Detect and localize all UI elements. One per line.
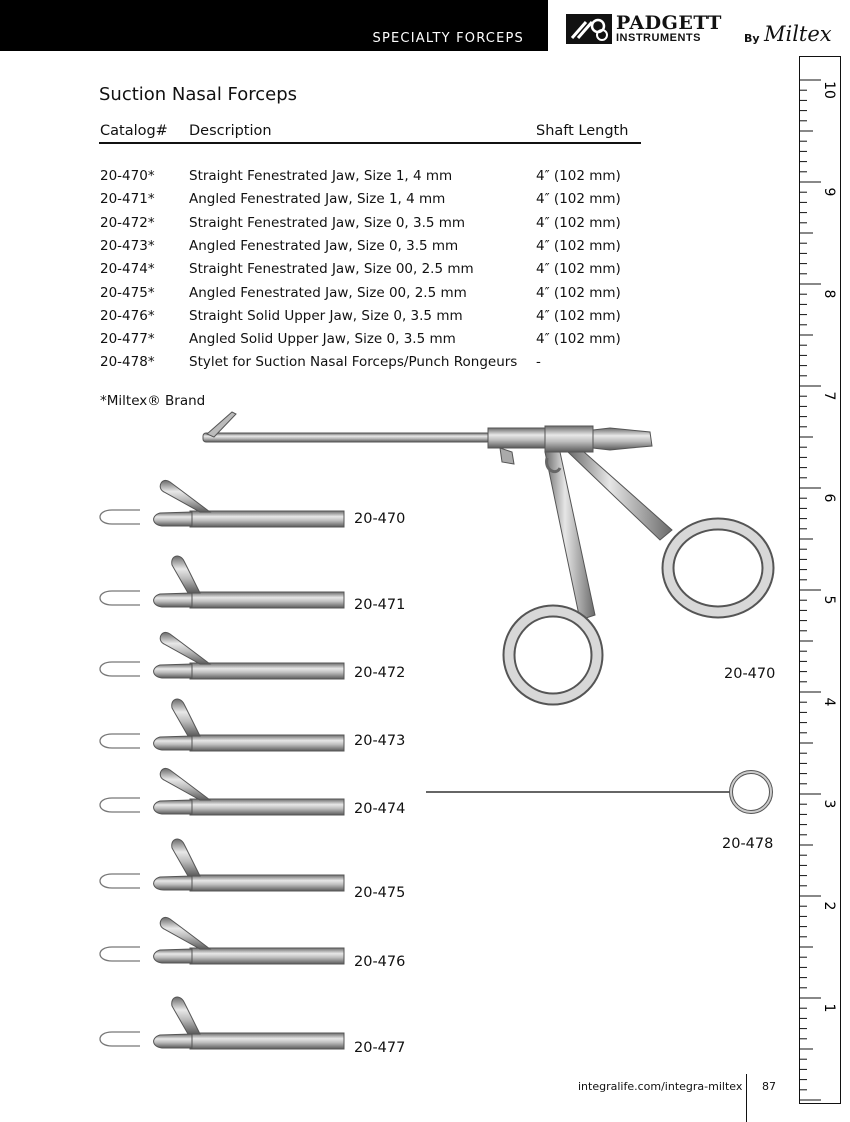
description: Angled Fenestrated Jaw, Size 00, 2.5 mm [189,284,467,301]
brand-name: PADGETT [616,12,722,34]
header-description: Description [189,123,272,139]
tip-label: 20-470 [354,511,406,527]
forceps-full-label: 20-470 [724,666,776,682]
tip-label: 20-475 [354,885,406,901]
description: Stylet for Suction Nasal Forceps/Punch Rongeurs [189,354,518,371]
description: Angled Solid Upper Jaw, Size 0, 3.5 mm [189,331,456,348]
catalog-number: 20-473* [100,237,155,254]
description: Straight Fenestrated Jaw, Size 0, 3.5 mm [189,214,466,231]
ruler-number: 1 [821,1003,837,1013]
brand-by: By [744,32,760,45]
brand-miltex: Miltex [764,22,832,46]
catalog-number: 20-471* [100,191,155,208]
catalog-number: 20-475* [100,284,155,301]
catalog-number: 20-470* [100,168,155,184]
tip-label: 20-476 [354,954,406,970]
tip-label: 20-471 [354,597,406,613]
ruler-number: 3 [821,799,837,809]
page-number: 87 [762,1080,776,1093]
forceps-tip-illustration [100,556,344,608]
description: Angled Fenestrated Jaw, Size 1, 4 mm [189,191,446,208]
header-catalog: Catalog# [100,123,168,139]
shaft-length: - [536,354,541,371]
forceps-tip-illustration [100,917,344,964]
ruler-number: 9 [821,187,837,197]
ruler-number: 6 [821,493,837,503]
catalog-number: 20-472* [100,214,155,231]
forceps-tip-illustration [100,768,344,815]
ruler-number: 10 [821,81,837,99]
footer-divider [746,1074,747,1122]
ruler-number: 8 [821,289,837,299]
footnote: *Miltex® Brand [100,393,206,409]
catalog-number: 20-474* [100,261,155,278]
header-shaft-length: Shaft Length [536,123,629,139]
catalog-number: 20-476* [100,307,155,324]
description: Angled Fenestrated Jaw, Size 0, 3.5 mm [189,237,459,254]
shaft-length: 4″ (102 mm) [536,168,621,184]
footer-url[interactable]: integralife.com/integra-miltex [578,1080,743,1093]
stylet-illustration [426,772,771,812]
forceps-full-illustration [203,412,768,699]
description: Straight Fenestrated Jaw, Size 1, 4 mm [189,168,453,184]
description: Straight Fenestrated Jaw, Size 00, 2.5 mm [189,261,474,278]
tip-label: 20-473 [354,733,406,749]
tip-label: 20-477 [354,1040,406,1056]
inch-ruler [799,56,841,1104]
forceps-tip-illustration [100,632,344,679]
ruler-number: 4 [821,697,837,707]
tip-label: 20-472 [354,665,406,681]
tip-label: 20-474 [354,801,406,817]
shaft-length: 4″ (102 mm) [536,191,621,208]
brand-sub: INSTRUMENTS [616,32,701,44]
ruler-number: 7 [821,391,837,401]
shaft-length: 4″ (102 mm) [536,307,621,324]
catalog-number: 20-478* [100,354,155,371]
forceps-tip-illustration [100,699,344,751]
shaft-length: 4″ (102 mm) [536,331,621,348]
stylet-label: 20-478 [722,836,774,852]
description: Straight Solid Upper Jaw, Size 0, 3.5 mm [189,307,463,324]
shaft-length: 4″ (102 mm) [536,284,621,301]
forceps-tip-illustration [100,997,344,1049]
shaft-length: 4″ (102 mm) [536,261,621,278]
ruler-number: 2 [821,901,837,911]
ruler-number: 5 [821,595,837,605]
page-title: Suction Nasal Forceps [99,84,298,105]
forceps-tip-illustration [100,839,344,891]
section-title: SPECIALTY FORCEPS [372,31,524,46]
shaft-length: 4″ (102 mm) [536,237,621,254]
shaft-length: 4″ (102 mm) [536,214,621,231]
catalog-number: 20-477* [100,331,155,348]
forceps-tip-illustration [100,480,344,527]
